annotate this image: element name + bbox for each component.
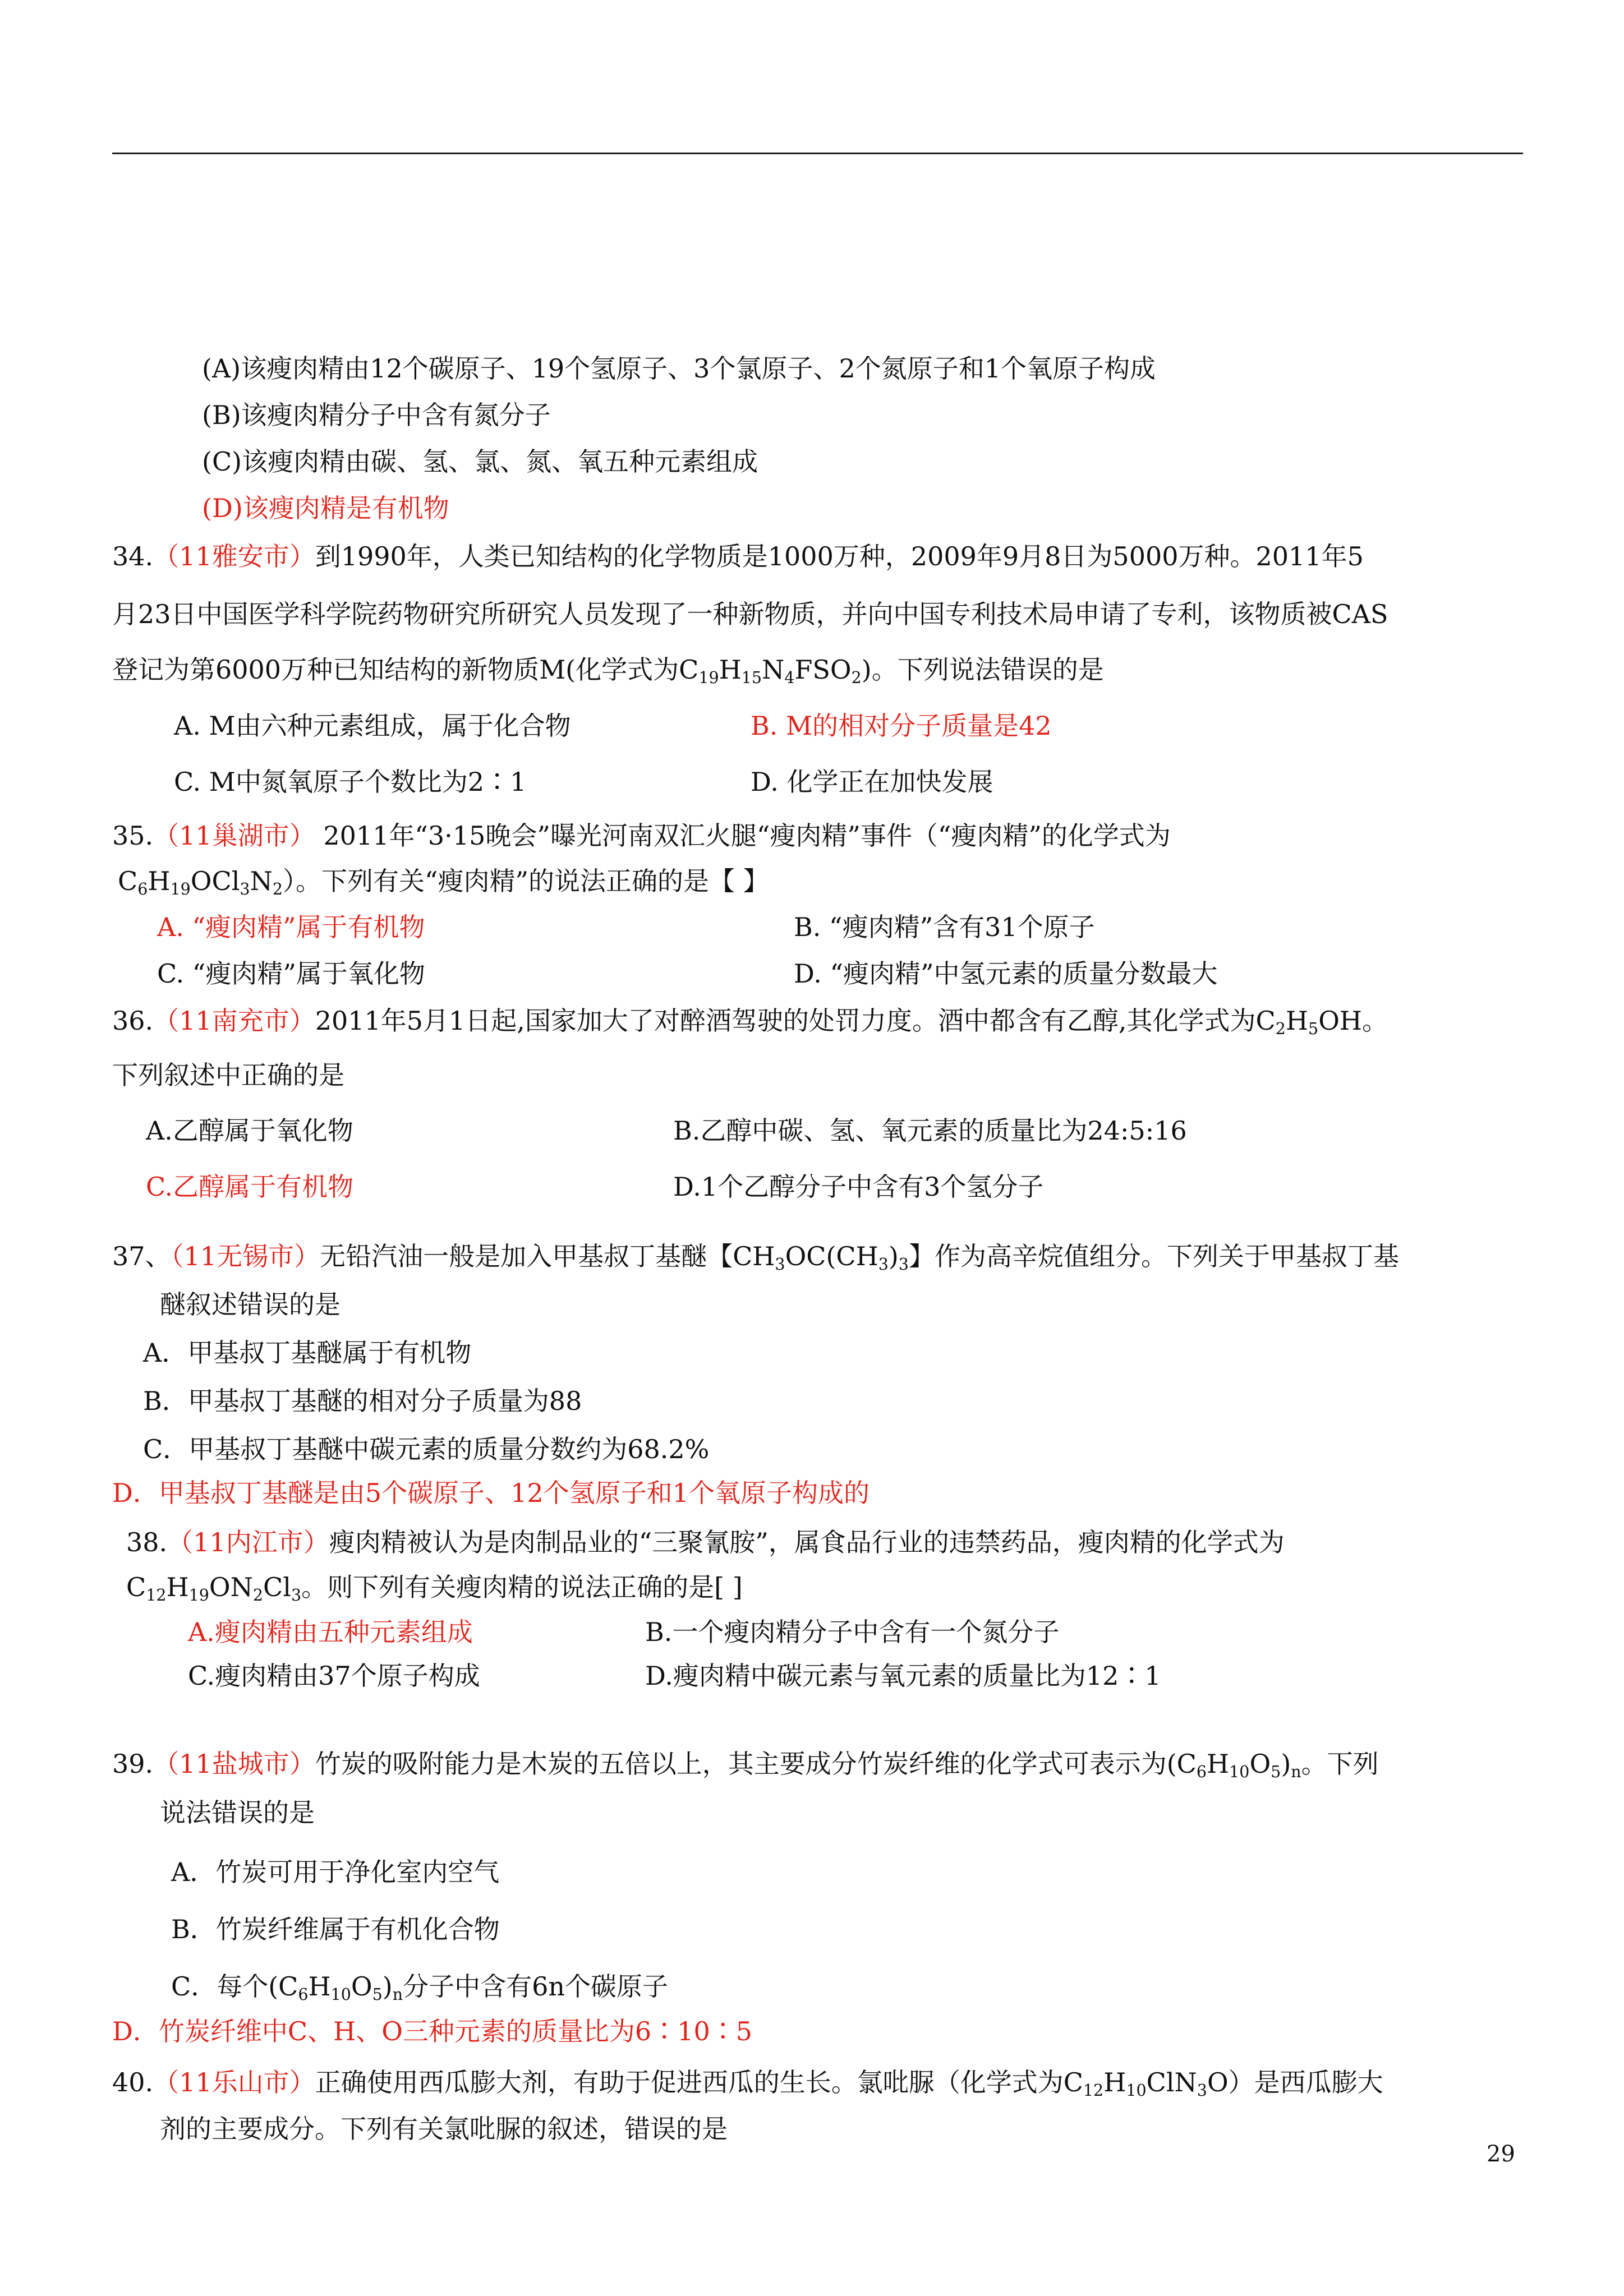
text-line: D. 化学正在加快发展 [751,767,993,797]
text-line: (C)该瘦肉精由碳、氢、氯、氮、氧五种元素组成 [202,446,758,477]
text-line: B. “瘦肉精”含有31个原子 [794,912,1095,942]
text-line: 40.（11乐山市）正确使用西瓜膨大剂，有助于促进西瓜的生长。氯吡脲（化学式为$C_{12}H_{10}ClN_3O$）是西瓜膨大 [112,2067,1383,2100]
text-line: C.瘦肉精由37个原子构成 [188,1661,480,1691]
text-line: (B)该瘦肉精分子中含有氮分子 [202,400,551,430]
text-line: C. “瘦肉精”属于氧化物 [157,958,425,989]
text-line: 39.（11盐城市）竹炭的吸附能力是木炭的五倍以上，其主要成分竹炭纤维的化学式可表示为$(C_6H_{10}O_5)_n$。下列 [112,1749,1379,1781]
text-line: 34.（11雅安市）到1990年，人类已知结构的化学物质是1000万种，2009年9月8日为5000万种。2011年5 [112,541,1364,571]
text-line: D.1个乙醇分子中含有3个氢分子 [673,1172,1044,1202]
text-line: A．竹炭可用于净化室内空气 [171,1857,500,1887]
text-line: 37、（11无锡市）无铅汽油一般是加入甲基叔丁基醚【$CH_3OC(CH_3)_3$】作为高辛烷值组分。下列关于甲基叔丁基 [112,1241,1399,1274]
text-line: A.瘦肉精由五种元素组成 [188,1617,473,1647]
text-line: D.瘦肉精中碳元素与氧元素的质量比为12∶1 [645,1661,1161,1691]
text-line: 36.（11南充市）2011年5月1日起,国家加大了对醉酒驾驶的处罚力度。酒中都含有乙醇,其化学式为$C_2H_5OH$。 [112,1006,1388,1038]
text-line: A．甲基叔丁基醚属于有机物 [143,1338,472,1368]
text-line: C．甲基叔丁基醚中碳元素的质量分数约为68.2% [143,1434,710,1464]
text-line: 下列叙述中正确的是 [112,1060,344,1090]
text-line: $C_{12}H_{19}ON_2Cl_3$。则下列有关瘦肉精的说法正确的是[ ] [126,1572,743,1605]
text-line: B.一个瘦肉精分子中含有一个氮分子 [645,1617,1060,1647]
text-line: 说法错误的是 [160,1797,315,1828]
text-line: (A)该瘦肉精由12个碳原子、19个氢原子、3个氯原子、2个氮原子和1个氧原子构成 [202,353,1156,384]
text-line: B. M的相对分子质量是42 [751,711,1052,741]
text-line: 登记为第6000万种已知结构的新物质M(化学式为$C_{19}H_{15}N_4FSO_2$)。下列说法错误的是 [112,654,1104,687]
text-line: 月23日中国医学科学院药物研究所研究人员发现了一种新物质，并向中国专利技术局申请了专利，该物质被CAS [112,599,1388,629]
text-line: A. M由六种元素组成，属于化合物 [174,711,571,741]
text-line: A.乙醇属于氧化物 [146,1115,353,1146]
page-number: 29 [1487,2141,1515,2167]
text-line: B．甲基叔丁基醚的相对分子质量为88 [143,1386,582,1416]
text-line: 醚叙述错误的是 [160,1289,341,1320]
text-line: 38.（11内江市）瘦肉精被认为是肉制品业的“三聚氰胺”，属食品行业的违禁药品，瘦肉精的化学式为 [126,1527,1285,1557]
text-line: D．甲基叔丁基醚是由5个碳原子、12个氢原子和1个氧原子构成的 [112,1478,869,1508]
header-rule [112,153,1523,154]
text-line: C. M中氮氧原子个数比为2∶1 [174,767,527,797]
text-line: 35.（11巢湖市） 2011年“3·15晚会”曝光河南双汇火腿“瘦肉精”事件（“瘦肉精”的化学式为 [112,820,1171,851]
text-line: D．竹炭纤维中C、H、O三种元素的质量比为6∶10∶5 [112,2016,752,2046]
text-line: B.乙醇中碳、氢、氧元素的质量比为24:5:16 [673,1115,1187,1146]
text-line: B．竹炭纤维属于有机化合物 [171,1914,500,1944]
text-line: (D)该瘦肉精是有机物 [202,493,449,523]
text-line: D. “瘦肉精”中氢元素的质量分数最大 [794,958,1218,989]
text-line: 剂的主要成分。下列有关氯吡脲的叙述，错误的是 [160,2114,728,2144]
text-line: $C_6H_{19}OCl_3N_2$）。下列有关“瘦肉精”的说法正确的是【 】 [118,866,769,898]
text-line: C.乙醇属于有机物 [146,1172,354,1202]
text-line: A. “瘦肉精”属于有机物 [157,912,425,942]
text-line: C．每个$(C_6H_{10}O_5)_n$分子中含有6n个碳原子 [171,1971,669,2004]
